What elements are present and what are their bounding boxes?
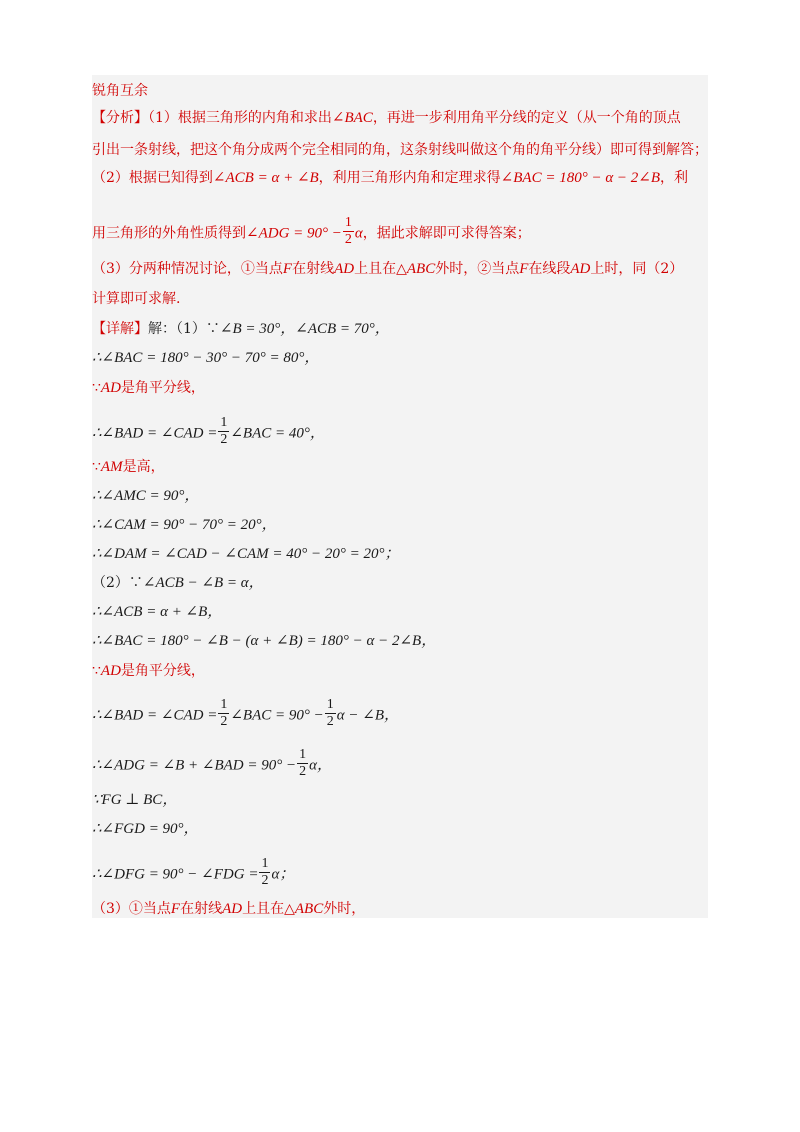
seg: ，再进一步利用角平分线的定义（从一个角的顶点	[372, 110, 681, 126]
math-seg: AD	[222, 901, 243, 917]
seg: ∵	[92, 459, 101, 475]
math-seg: ∠ADG = 90° −	[246, 225, 342, 242]
detail-line-4	[92, 417, 325, 450]
numerator: 1	[326, 697, 334, 712]
detail-line-12	[92, 661, 205, 681]
detail-line-2	[92, 348, 319, 368]
math-seg: ∠ACB = α + ∠B	[212, 170, 319, 186]
seg: 用三角形的外角性质得到	[92, 225, 246, 242]
math-seg: ∴∠CAM = 90° − 70° = 20°，	[92, 517, 277, 533]
math-seg: ∴∠ACB = α + ∠B，	[92, 604, 223, 620]
denominator: 2	[220, 432, 228, 447]
math-seg: F	[170, 901, 181, 917]
math-seg: α − ∠B，	[336, 707, 399, 724]
math-seg: ∴∠ADG = ∠B + ∠BAD = 90° −	[92, 757, 297, 774]
analysis-line-1	[92, 108, 681, 128]
math-seg: ∴∠AMC = 90°，	[92, 488, 200, 504]
denominator: 2	[344, 232, 352, 247]
math-seg: ∠BAC = 180° − α − 2∠B	[500, 170, 661, 186]
detail-line-10	[92, 602, 222, 622]
detail-line-6	[92, 486, 199, 506]
detail-line-18	[92, 899, 365, 919]
detail-line-11	[92, 631, 436, 651]
continued-text	[92, 81, 148, 101]
numerator: 1	[299, 747, 307, 762]
solution-panel	[92, 75, 708, 918]
fraction	[218, 697, 229, 730]
fraction	[218, 415, 229, 448]
seg: （3）①当点	[92, 901, 171, 917]
analysis-line-3	[92, 168, 688, 188]
seg: 是角平分线，	[120, 380, 205, 396]
seg: ，利用三角形内角和定理求得	[318, 170, 501, 186]
detail-line-14	[92, 749, 332, 782]
math-seg: ABC	[294, 901, 324, 917]
analysis-line-6	[92, 289, 180, 309]
analysis-line-2	[92, 140, 708, 160]
seg: ∵	[92, 380, 101, 396]
seg: 引出一条射线，把这个角分成两个完全相同的角，这条射线叫做这个角的角平分线）即可得到解答；	[92, 142, 708, 158]
fraction	[325, 697, 336, 730]
math-seg: ∠B = 30°，∠ACB = 70°，	[219, 321, 390, 337]
seg: （3）分两种情况讨论，①当点	[92, 261, 283, 277]
math-seg: AD	[100, 380, 121, 396]
seg: 是角平分线，	[120, 663, 205, 679]
math-seg: F	[282, 261, 293, 277]
math-seg: AM	[100, 459, 123, 475]
math-seg: AD	[570, 261, 591, 277]
detail-line-7	[92, 515, 277, 535]
seg: 计算即可求解.	[92, 291, 181, 307]
math-seg: AD	[334, 261, 355, 277]
seg: 锐角互余	[92, 83, 148, 99]
math-seg: F	[519, 261, 529, 277]
seg: 上时，同（2）	[590, 261, 684, 277]
math-seg: ∴∠BAD = ∠CAD =	[92, 425, 218, 442]
detail-heading: 【详解】	[92, 321, 148, 337]
denominator: 2	[220, 714, 228, 729]
seg: ，据此求解即可求得答案；	[362, 225, 531, 242]
math-seg: ∴∠DFG = 90° − ∠FDG =	[92, 866, 259, 883]
detail-line-16	[92, 819, 199, 839]
detail-line-3	[92, 378, 205, 398]
detail-line-15	[92, 790, 177, 810]
detail-line-17	[92, 858, 294, 891]
math-seg: ∠BAC	[331, 110, 373, 126]
seg: （2）∵	[92, 575, 143, 591]
seg: 在射线	[292, 261, 335, 277]
math-seg: α；	[271, 866, 295, 883]
detail-line-5	[92, 457, 165, 477]
seg: 上且在△	[354, 261, 407, 277]
math-seg: ∠BAC = 40°，	[230, 425, 325, 442]
denominator: 2	[261, 873, 269, 888]
math-seg: AD	[100, 663, 121, 679]
seg: 是高，	[122, 459, 165, 475]
seg: 上且在△	[242, 901, 295, 917]
numerator: 1	[261, 856, 269, 871]
fraction	[343, 215, 354, 248]
analysis-heading: 【分析】（1）根据三角形的内角和求出	[92, 110, 332, 126]
seg: 在线段	[528, 261, 571, 277]
math-seg: ∵FG ⊥ BC，	[92, 792, 178, 808]
seg: 解：（1）∵	[148, 321, 220, 337]
math-seg: ∴∠BAC = 180° − ∠B − (α + ∠B) = 180° − α − 2∠B，	[92, 633, 437, 649]
detail-line-8	[92, 544, 400, 564]
analysis-line-5	[92, 259, 683, 279]
numerator: 1	[220, 697, 228, 712]
fraction	[297, 747, 308, 780]
detail-line-1	[92, 319, 390, 339]
denominator: 2	[326, 714, 334, 729]
seg: 在射线	[180, 901, 223, 917]
seg: ∵	[92, 663, 101, 679]
math-seg: ABC	[406, 261, 436, 277]
detail-line-9	[92, 573, 264, 593]
seg: ，利	[660, 170, 689, 186]
fraction	[259, 856, 270, 889]
detail-line-13	[92, 699, 399, 732]
math-seg: ∴∠BAC = 180° − 30° − 70° = 80°，	[92, 350, 320, 366]
math-seg: ∴∠DAM = ∠CAD − ∠CAM = 40° − 20° = 20°；	[92, 546, 400, 562]
analysis-line-4	[92, 217, 531, 250]
denominator: 2	[299, 764, 307, 779]
math-seg: ∠BAC = 90° −	[230, 707, 324, 724]
numerator: 1	[344, 215, 352, 230]
math-seg: ∴∠BAD = ∠CAD =	[92, 707, 218, 724]
numerator: 1	[220, 415, 228, 430]
seg: （2）根据已知得到	[92, 170, 213, 186]
seg: 外时，②当点	[435, 261, 520, 277]
math-seg: α，	[309, 757, 333, 774]
seg: 外时，	[323, 901, 366, 917]
math-seg: ∠ACB − ∠B = α，	[142, 575, 264, 591]
math-seg: ∴∠FGD = 90°，	[92, 821, 199, 837]
math-seg: α	[354, 225, 363, 242]
